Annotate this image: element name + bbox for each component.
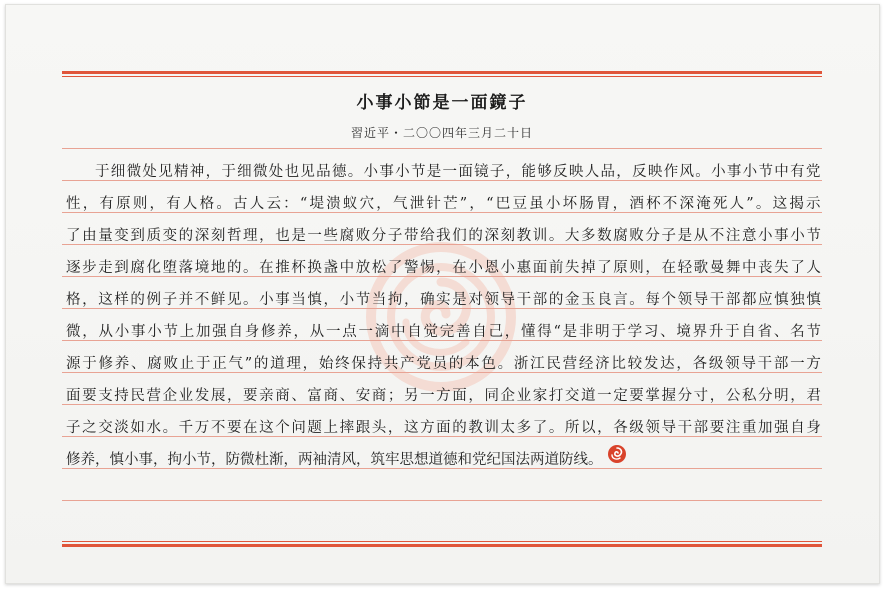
text-line: 性 ， 有 原 则 ， 有 人 格 。 古 人 云 ： “ 堤 溃 蚁 穴 ， 气 泄 针 芒 ” ， “ 巴 豆 虽 小 坏 肠 胃 ， 酒 杯 不 深 淹 死 人 ” 。 这 揭 示 [66,196,821,212]
top-double-rule [62,71,822,79]
text-line: 格 ， 这 样 的 例 子 并 不 鲜 见 。 小 事 当 慎 ， 小 节 当 拘 ， 确 实 是 对 领 导 干 部 的 金 玉 良 言 。 每 个 领 导 干 部 都 应 慎 独 慎 [66,292,821,308]
text-line: 于 细 微 处 见 精 神 ， 于 细 微 处 也 见 品 德 。 小 事 小 节 是 一 面 镜 子 ， 能 够 反 映 人 品 ， 反 映 作 风 。 小 事 小 节 中 有 党 [95,164,821,180]
bottom-double-rule [62,541,822,549]
text-line: 微 ， 从 小 事 小 节 上 加 强 自 身 修 养 ， 从 一 点 一 滴 中 自 觉 完 善 自 己 ， 懂 得 “ 是 非 明 于 学 习 、 境 界 升 于 自 省 、 名 节 [66,324,821,340]
text-line: 源 于 修 养 、 腐 败 止 于 正 气 ” 的 道 理 ， 始 终 保 持 共 产 党 员 的 本 色 。 浙 江 民 营 经 济 比 较 发 达 ， 各 级 领 导 干 部 一 方 [66,356,821,372]
byline: 習近平・二〇〇四年三月二十日 [350,126,533,140]
article-body [66,156,821,476]
text-line: 修养，慎小事，拘小节，防微杜渐，两袖清风，筑牢思想道德和党纪国法两道防线。 [66,444,821,476]
text-line: 逐 步 走 到 腐 化 堕 落 境 地 的 。 在 推 杯 换 盏 中 放 松 了 警 惕 ， 在 小 恩 小 惠 面 前 失 掉 了 原 则 ， 在 轻 歌 曼 舞 中 丧 失 了 人 [66,260,821,276]
text-line: 了 由 量 变 到 质 变 的 深 刻 哲 理 ， 也 是 一 些 腐 败 分 子 带 给 我 们 的 深 刻 教 训 。 大 多 数 腐 败 分 子 是 从 不 注 意 小 事 小 节 [66,228,821,244]
text-line: 面 要 支 持 民 营 企 业 发 展 ， 要 亲 商 、 富 商 、 安 商 ； 另 一 方 面 ， 同 企 业 家 打 交 道 一 定 要 掌 握 分 寸 ， 公 私 分 明 ， 君 [66,388,821,404]
swirl-seal-icon [607,444,627,464]
text-line: 子 之 交 淡 如 水 。 千 万 不 要 在 这 个 问 题 上 摔 跟 头 ， 这 方 面 的 教 训 太 多 了 。 所 以 ， 各 级 领 导 干 部 要 注 重 加 强 自 身 [66,420,821,436]
page-title: 小事小節是一面鏡子 [356,93,528,113]
